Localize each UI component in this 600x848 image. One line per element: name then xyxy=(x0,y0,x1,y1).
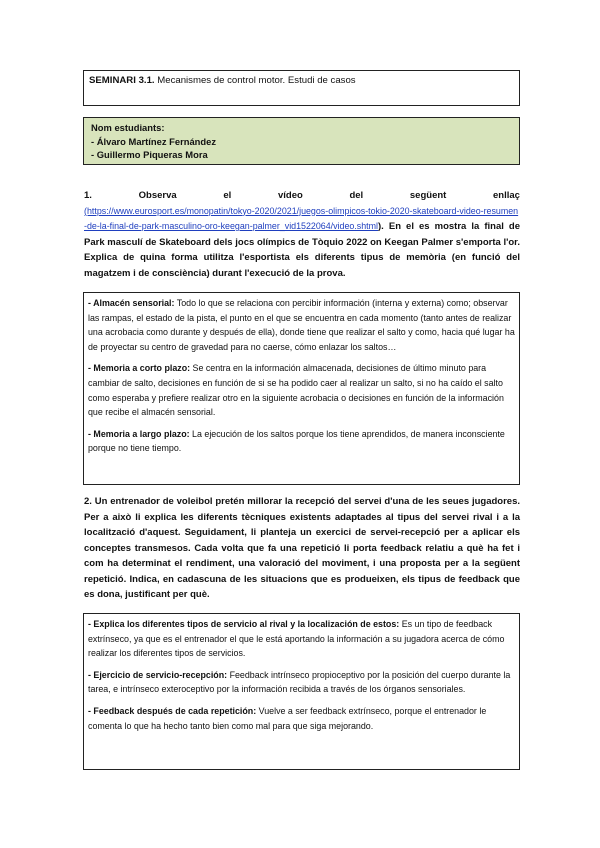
seminar-number: SEMINARI 3.1. xyxy=(89,75,155,86)
title-box xyxy=(83,70,520,106)
question-1-first-line xyxy=(84,188,520,204)
question-1 xyxy=(84,188,520,281)
answer-paragraph xyxy=(88,296,515,354)
answer-1-box xyxy=(83,292,520,485)
answer-2-box xyxy=(83,613,520,770)
answer-text: La ejecución de los saltos porque los tiene aprendidos, de manera inconsciente porque no tiene tiempo. xyxy=(88,428,505,454)
question-1-number: 1. xyxy=(84,190,92,201)
answer-paragraph xyxy=(88,427,515,456)
answer-paragraph xyxy=(88,361,515,419)
answer-text: Se centra en la información almacenada, decisiones de último minuto para cambiar de salto, decisiones en función de si se ha podido caer al realizar un salto, si no ha caído el salto como esperaba y prefiere realizar otro en la siguiente acrobacia o decisiones en función de la información que recibe el almacén sensorial. xyxy=(88,363,504,418)
question-1-word: Observa xyxy=(138,190,177,201)
question-1-word: del xyxy=(349,190,364,201)
answer-paragraph xyxy=(88,704,515,733)
answer-text: Es un tipo de feedback extrínseco, ya que es el entrenador el que le está aportando la información a su jugadora acerca de cómo realizar los diferentes tipos de servicios. xyxy=(88,619,505,659)
students-box xyxy=(83,117,520,165)
answer-paragraph xyxy=(88,617,515,661)
answer-label: - Memoria a corto plazo: xyxy=(88,363,191,374)
question-1-body xyxy=(84,204,520,282)
answer-text: Todo lo que se relaciona con percibir información (interna y externa) como; observar las rampas, el estado de la pista, el punto en el que se encuentra en cada momento (tanto antes de realizar una acrobacia como durante y después de ella), donde tiene que realizar el salto y como, hacia qué lugar ha de proyectar su centro de gravedad para no caerse, cómo enlazar los saltos… xyxy=(88,298,515,352)
question-2: 2. Un entrenador de voleibol pretén millorar la recepció del servei d'una de les seues jugadores. Per a això li explica les diferents tècniques existents adaptades al tipus del servei rival i a la localització d'aquest. Seguidament, li planteja un exercici de servei-recepció per a aplicar els conceptes transmesos. Cada volta que fa una repetició li porta feedback relatiu a què ha fet i com ha determinat el rendiment, una valoració del moviment, i una proposta per a la següent repetició. Indica, en cadascuna de les situacions que es produeixen, els tipus de feedback que es dona, justificant per què. xyxy=(84,496,520,600)
video-link[interactable]: (https://www.eurosport.es/monopatin/tokyo-2020/2021/juegos-olimpicos-tokio-2020-skateboard-video-resumen-de-la-final-de-park-masculino-oro-keegan-palmer_vid1522064/video.shtml xyxy=(84,205,519,231)
answer-text: Vuelve a ser feedback extrínseco, porque el entrenador le comenta lo que ha hecho tanto bien como mal para que siga mejorando. xyxy=(88,705,487,731)
seminar-title: Mecanismes de control motor. Estudi de casos xyxy=(154,75,356,86)
answer-label: - Memoria a largo plazo: xyxy=(88,428,190,439)
answer-label: - Almacén sensorial: xyxy=(88,298,175,308)
answer-text: Feedback intrínseco propioceptivo por la posición del cuerpo durante la tarea, e intrínseco exteroceptivo por la información recibida a través de los órganos sensoriales. xyxy=(88,669,511,695)
answer-label: - Ejercicio de servicio-recepción: xyxy=(88,669,228,680)
answer-paragraph xyxy=(88,668,515,697)
student-name: - Álvaro Martínez Fernández xyxy=(91,135,217,147)
answer-label: - Explica los diferentes tipos de servicio al rival y la localización de estos: xyxy=(88,619,400,629)
question-1-word: vídeo xyxy=(277,190,303,201)
answer-label: - Feedback después de cada repetición: xyxy=(88,705,257,716)
students-heading: Nom estudiants: xyxy=(91,122,165,133)
student-name: - Guillermo Piqueras Mora xyxy=(91,149,208,160)
question-1-word: enllaç xyxy=(493,190,520,201)
question-1-word: següent xyxy=(409,190,447,201)
question-1-text: ). En el es mostra la final de Park masculí de Skateboard dels jocs olímpics de Tòquio 2022 on Keegan Palmer s'emporta l'or. Explica de quina forma utilitza l'esportista els diferents tipus de memòria (en funció del magatzem i de consciència) durant l'execució de la prova. xyxy=(84,221,520,279)
question-1-word: el xyxy=(223,190,232,201)
